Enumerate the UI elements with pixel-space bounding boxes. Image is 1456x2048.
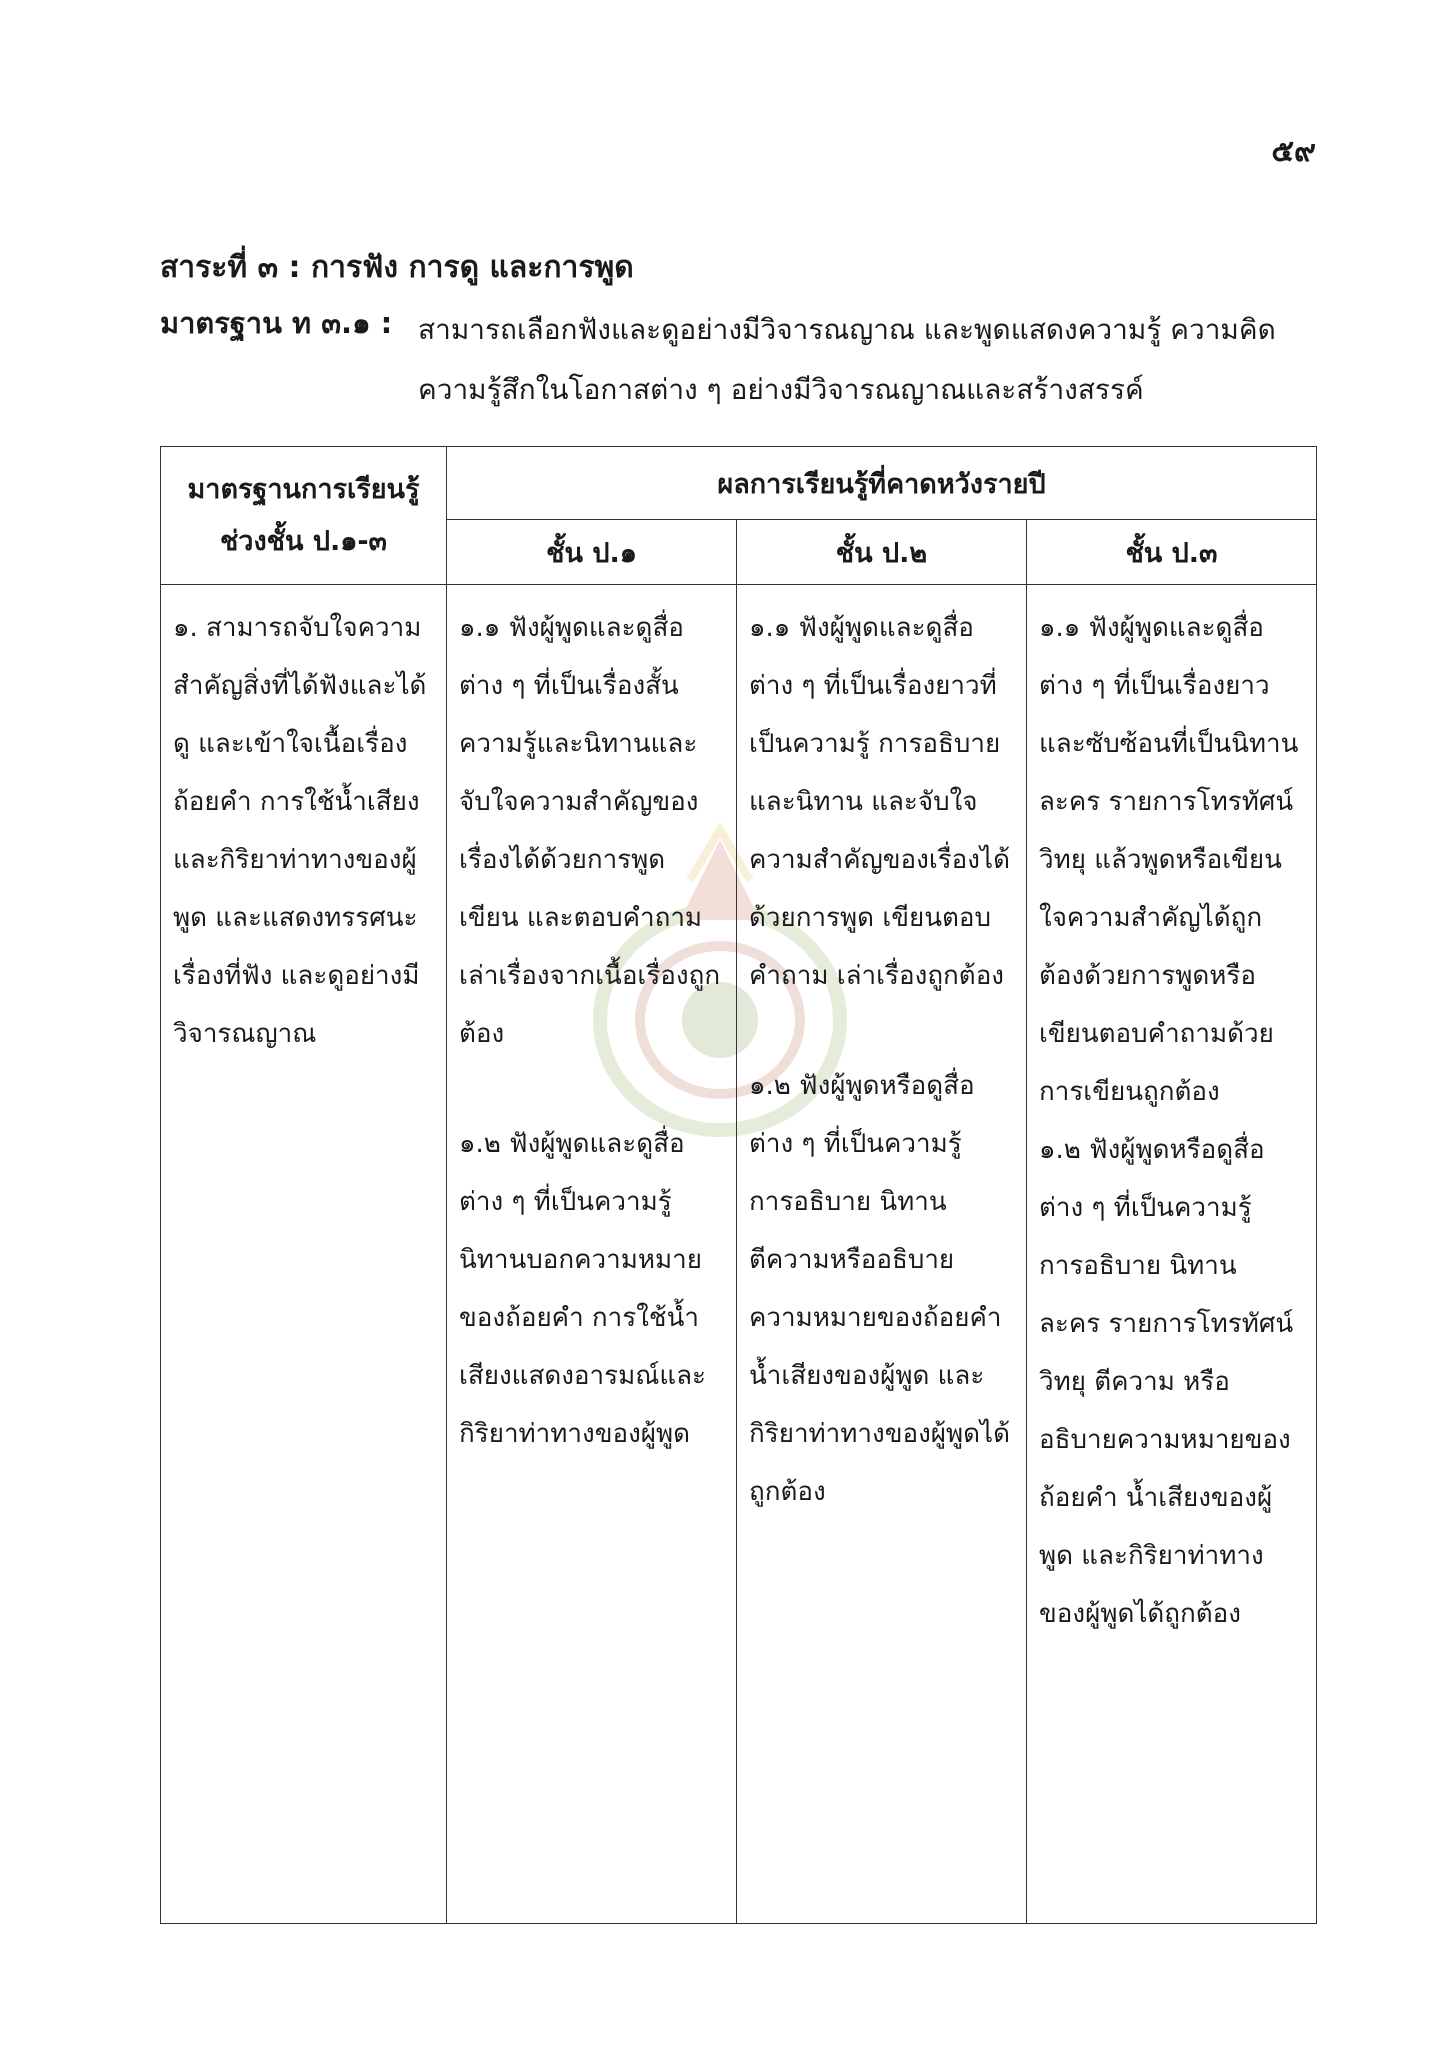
p3-outcome-2: ๑.๒ ฟังผู้พูดหรือดูสื่อต่าง ๆ ที่เป็นความรู้ การอธิบาย นิทาน ละคร รายการโทรทัศน์ วิทยุ ตีความ หรืออธิบายความหมายของถ้อยคำ น้ำเสียงของผู้พูด และกิริยาท่าทางของผู้พูดได้ถูกต้อง [1039, 1135, 1294, 1629]
standard-text [418, 300, 1328, 420]
header-grade-p1: ชั้น ป.๑ [447, 520, 737, 585]
p1-outcome-1: ๑.๑ ฟังผู้พูดและดูสื่อต่าง ๆ ที่เป็นเรื่องสั้น ความรู้และนิทานและจับใจความสำคัญของเรื่องได้ด้วยการพูด เขียน และตอบคำถาม เล่าเรื่องจากเนื้อเรื่องถูกต้อง [459, 613, 721, 1049]
cell-grade-p3 [1027, 585, 1317, 1924]
header-standard-line-2: ช่วงชั้น ป.๑-๓ [219, 525, 388, 557]
p3-outcome-1: ๑.๑ ฟังผู้พูดและดูสื่อต่าง ๆ ที่เป็นเรื่องยาวและซับซ้อนที่เป็นนิทาน ละคร รายการโทรทัศน์ วิทยุ แล้วพูดหรือเขียนใจความสำคัญได้ถูกต้องด้วยการพูดหรือเขียนตอบคำถามด้วยการเขียนถูกต้อง [1039, 613, 1299, 1107]
standard-text-line-1: สามารถเลือกฟังและดูอย่างมีวิจารณญาณ และพูดแสดงความรู้ ความคิด [418, 313, 1276, 346]
cell-standard [161, 585, 447, 1924]
p2-outcome-1: ๑.๑ ฟังผู้พูดและดูสื่อต่าง ๆ ที่เป็นเรื่องยาวที่เป็นความรู้ การอธิบายและนิทาน และจับใจความสำคัญของเรื่องได้ด้วยการพูด เขียนตอบคำถาม เล่าเรื่องถูกต้อง [749, 613, 1010, 991]
header-expected-outcomes: ผลการเรียนรู้ที่คาดหวังรายปี [447, 447, 1317, 520]
strand-title: สาระที่ ๓ : การฟัง การดู และการพูด [160, 250, 634, 285]
standard-text-line-2: ความรู้สึกในโอกาสต่าง ๆ อย่างมีวิจารณญาณและสร้างสรรค์ [418, 373, 1144, 406]
header-grade-p2: ชั้น ป.๒ [737, 520, 1027, 585]
cell-grade-p2 [737, 585, 1027, 1924]
cell-grade-p1 [447, 585, 737, 1924]
standard-cell-text: ๑. สามารถจับใจความสำคัญสิ่งที่ได้ฟังและได้ดู และเข้าใจเนื้อเรื่องถ้อยคำ การใช้น้ำเสียง และกิริยาท่าทางของผู้พูด และแสดงทรรศนะเรื่องที่ฟัง และดูอย่างมีวิจารณญาณ [173, 613, 427, 1049]
header-learning-standard [161, 447, 447, 585]
header-standard-line-1: มาตรฐานการเรียนรู้ [187, 473, 420, 505]
p2-outcome-2: ๑.๒ ฟังผู้พูดหรือดูสื่อต่าง ๆ ที่เป็นความรู้ การอธิบาย นิทาน ตีความหรืออธิบายความหมายของถ้อยคำ น้ำเสียงของผู้พูด และกิริยาท่าทางของผู้พูดได้ถูกต้อง [749, 1071, 1011, 1507]
p1-outcome-2: ๑.๒ ฟังผู้พูดและดูสื่อต่าง ๆ ที่เป็นความรู้ นิทานบอกความหมายของถ้อยคำ การใช้น้ำเสียงแสดงอารมณ์และกิริยาท่าทางของผู้พูด [459, 1129, 706, 1449]
page-number: ๕๙ [1271, 134, 1316, 169]
header-grade-p3: ชั้น ป.๓ [1027, 520, 1317, 585]
standard-label: มาตรฐาน ท ๓.๑ : [160, 306, 393, 340]
learning-outcomes-table [160, 446, 1317, 1924]
